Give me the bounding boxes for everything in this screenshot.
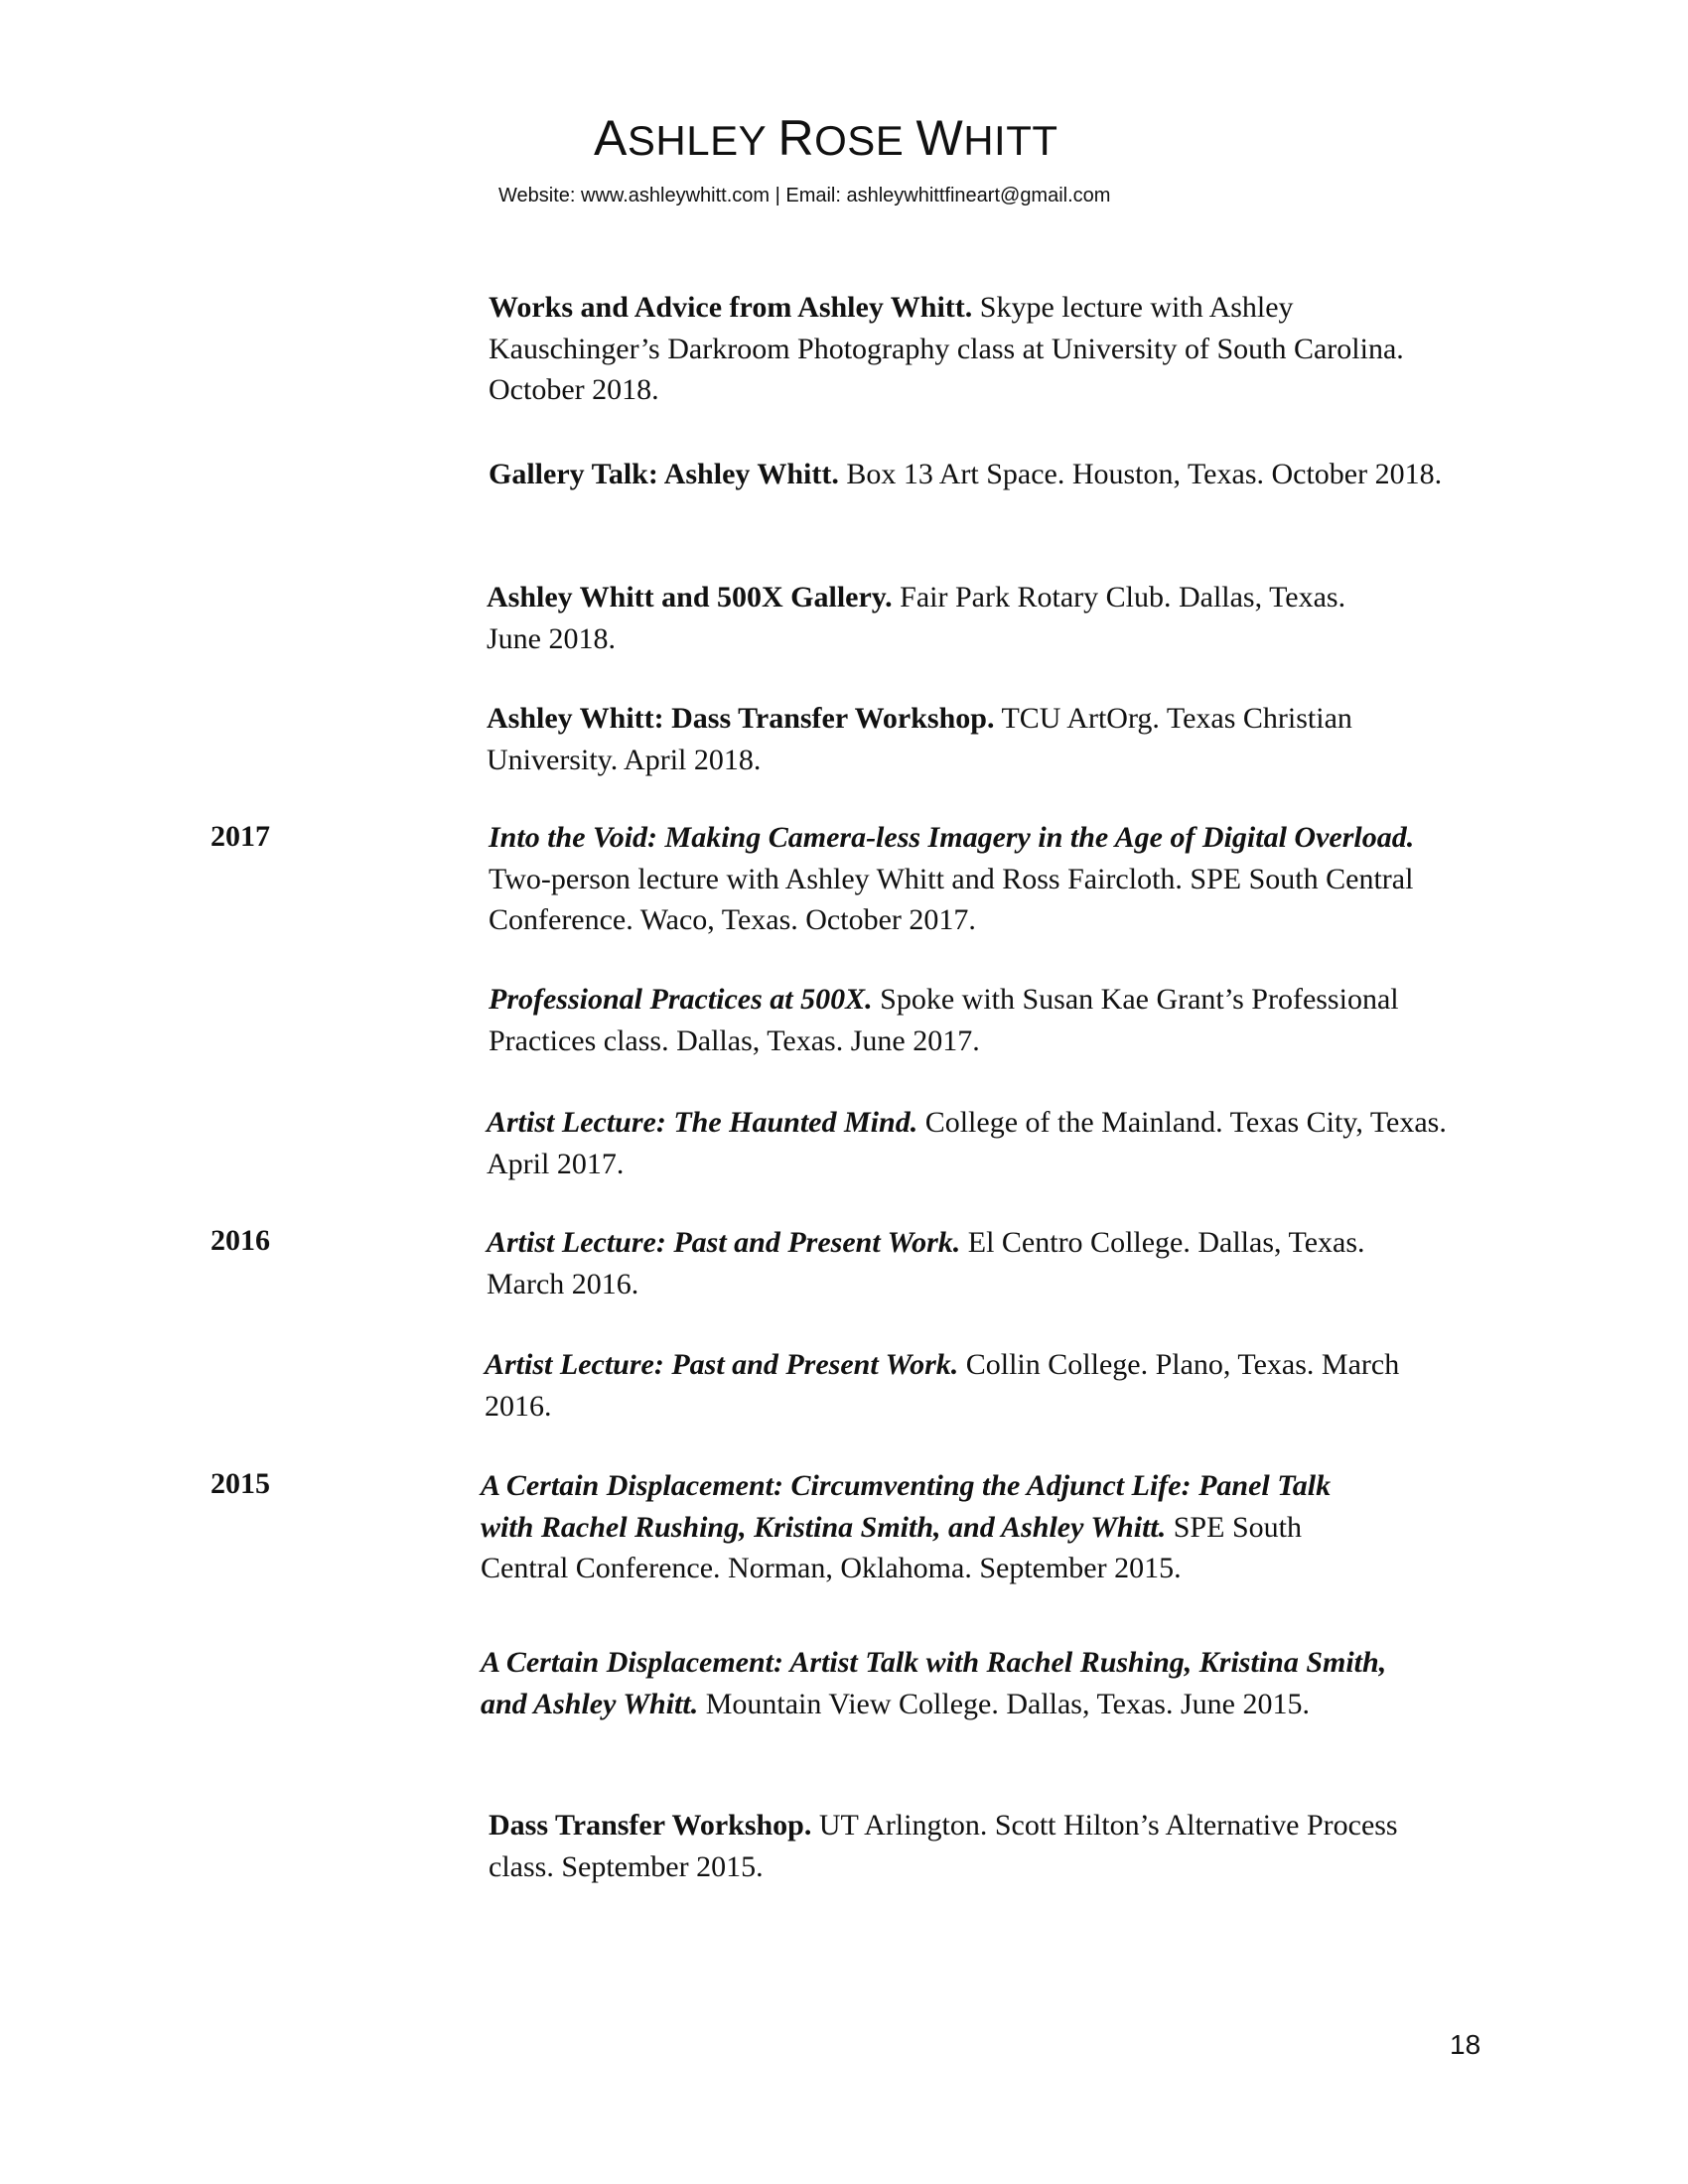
name-initial: R	[777, 110, 815, 166]
entry-title: Ashley Whitt: Dass Transfer Workshop.	[487, 702, 995, 735]
lecture-entry	[485, 1344, 1438, 1427]
entry-title: Artist Lecture: Past and Present Work.	[485, 1348, 959, 1381]
lecture-entry	[489, 287, 1472, 411]
page-title	[594, 109, 1190, 167]
lecture-entry	[487, 698, 1360, 780]
entry-title: Artist Lecture: Past and Present Work.	[487, 1226, 961, 1259]
entry-title: A Certain Displacement: Artist Talk with Rachel Rushing, Kristina Smith, and Ashley Whitt.	[481, 1646, 1387, 1720]
entry-description: UT Arlington. Scott Hilton’s Alternative Process class. September 2015.	[489, 1809, 1398, 1883]
entry-description: Two-person lecture with Ashley Whitt and Ross Faircloth. SPE South Central Conference. Waco, Texas. October 2017.	[489, 862, 1414, 936]
name-initial: W	[915, 110, 964, 166]
entry-description: TCU ArtOrg. Texas Christian University. April 2018.	[487, 702, 1352, 776]
entry-title: Artist Lecture: The Haunted Mind.	[487, 1106, 918, 1139]
lecture-entry	[487, 577, 1360, 659]
entry-title: Professional Practices at 500X.	[489, 983, 873, 1016]
entry-title: Works and Advice from Ashley Whitt.	[489, 291, 973, 324]
lecture-entry	[489, 979, 1422, 1061]
entry-description: Spoke with Susan Kae Grant’s Professional Practices class. Dallas, Texas. June 2017.	[489, 983, 1399, 1057]
entry-title: Dass Transfer Workshop.	[489, 1809, 812, 1842]
lecture-entry	[487, 1102, 1479, 1184]
entry-title: A Certain Displacement: Circumventing the Adjunct Life: Panel Talk with Rachel Rushing, Kristina Smith, and Ashley Whitt.	[481, 1469, 1332, 1544]
entry-description: Skype lecture with Ashley Kauschinger’s Darkroom Photography class at University of South Carolina. October 2018.	[489, 291, 1404, 406]
page-number: 18	[1450, 2029, 1481, 2060]
lecture-entry	[489, 817, 1422, 941]
entry-description: El Centro College. Dallas, Texas. March 2016.	[487, 1226, 1365, 1300]
entry-description: Box 13 Art Space. Houston, Texas. October 2018.	[838, 458, 1443, 490]
lecture-entry	[489, 1805, 1422, 1887]
name-rest: OSE	[814, 117, 905, 164]
entry-description: College of the Mainland. Texas City, Texas. April 2017.	[487, 1106, 1447, 1180]
contact-line: Website: www.ashleywhitt.com | Email: ashleywhittfineart@gmail.com	[498, 185, 1111, 206]
entry-title: Into the Void: Making Camera-less Imagery in the Age of Digital Overload.	[489, 821, 1415, 854]
entry-title: Gallery Talk: Ashley Whitt.	[489, 458, 839, 490]
name-rest: HITT	[963, 117, 1058, 164]
lecture-entry	[487, 1222, 1380, 1304]
name-initial: A	[594, 110, 628, 166]
lecture-entry	[481, 1465, 1374, 1589]
year-label-2016: 2016	[211, 1224, 270, 1257]
entry-description: SPE South Central Conference. Norman, Oklahoma. September 2015.	[481, 1510, 1302, 1584]
entry-title: Ashley Whitt and 500X Gallery.	[487, 581, 893, 614]
entry-description: Collin College. Plano, Texas. March 2016.	[485, 1348, 1400, 1423]
lecture-entry	[489, 454, 1472, 495]
entry-description: Fair Park Rotary Club. Dallas, Texas. June 2018.	[487, 581, 1346, 655]
entry-description: Mountain View College. Dallas, Texas. June 2015.	[698, 1687, 1310, 1720]
year-label-2017: 2017	[211, 820, 270, 853]
lecture-entry	[481, 1642, 1434, 1724]
name-rest: SHLEY	[627, 117, 767, 164]
year-label-2015: 2015	[211, 1467, 270, 1500]
